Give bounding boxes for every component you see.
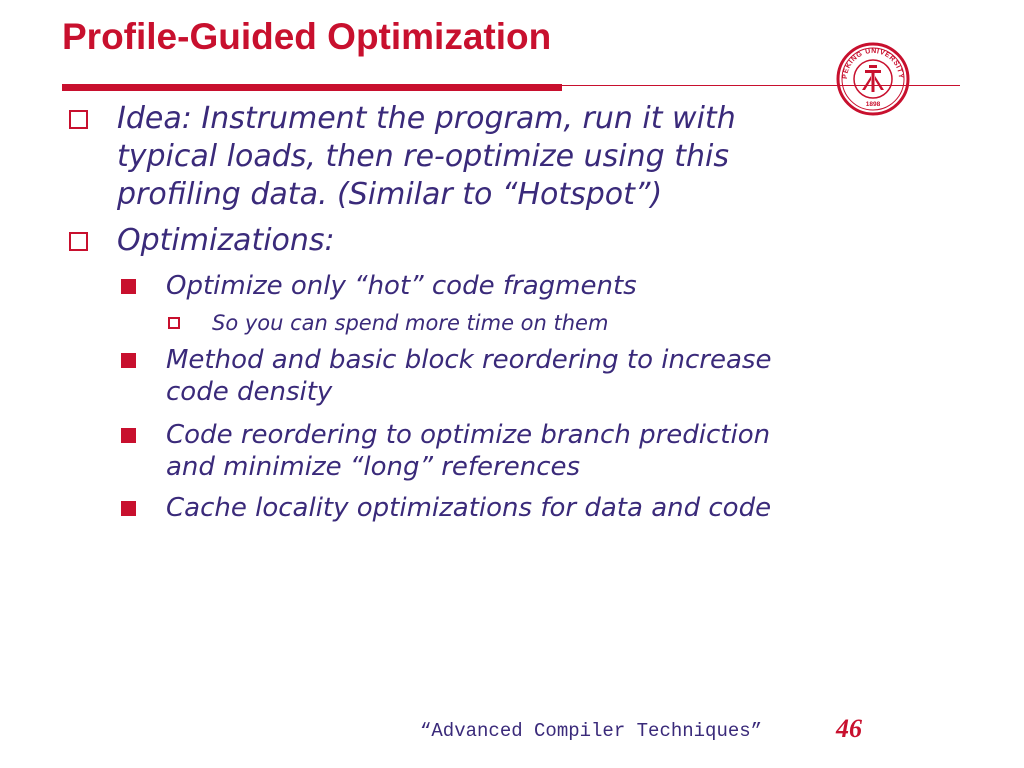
hollow-square-bullet-icon — [69, 110, 88, 129]
solid-square-bullet-icon — [121, 501, 136, 516]
bullet-line: code density — [166, 377, 333, 407]
bullet-level-1 — [117, 100, 736, 214]
bullet-line: Method and basic block reordering to increase — [166, 345, 772, 375]
bullet-line: Optimize only “hot” code fragments — [166, 271, 637, 301]
bullet-level-2 — [166, 270, 637, 302]
bullet-level-2 — [166, 492, 771, 524]
page-number: 46 — [836, 714, 862, 743]
bullet-level-2 — [166, 344, 771, 408]
hollow-square-bullet-icon — [168, 317, 180, 329]
bullet-level-1 — [117, 222, 335, 260]
bullet-line: So you can spend more time on them — [212, 311, 609, 335]
footer-course-title: “Advanced Compiler Techniques” — [420, 720, 763, 742]
bullet-line: and minimize “long” references — [166, 452, 581, 482]
hollow-square-bullet-icon — [69, 232, 88, 251]
solid-square-bullet-icon — [121, 279, 136, 294]
bullet-line: Cache locality optimizations for data and code — [166, 493, 772, 523]
bullet-line: Optimizations: — [117, 223, 335, 258]
bullet-line: Code reordering to optimize branch prediction — [166, 420, 771, 450]
solid-square-bullet-icon — [121, 353, 136, 368]
slide-title: Profile-Guided Optimization — [62, 16, 552, 57]
bullet-level-3 — [212, 310, 608, 336]
solid-square-bullet-icon — [121, 428, 136, 443]
bullet-level-2 — [166, 419, 770, 483]
bullet-line: Idea: Instrument the program, run it with — [117, 101, 736, 136]
logo-year: 1898 — [865, 101, 881, 108]
bullet-line: typical loads, then re-optimize using this — [117, 139, 729, 174]
bullet-line: profiling data. (Similar to “Hotspot”) — [117, 177, 663, 212]
logo-text-top: PEKING UNIVERSITY — [841, 47, 905, 80]
